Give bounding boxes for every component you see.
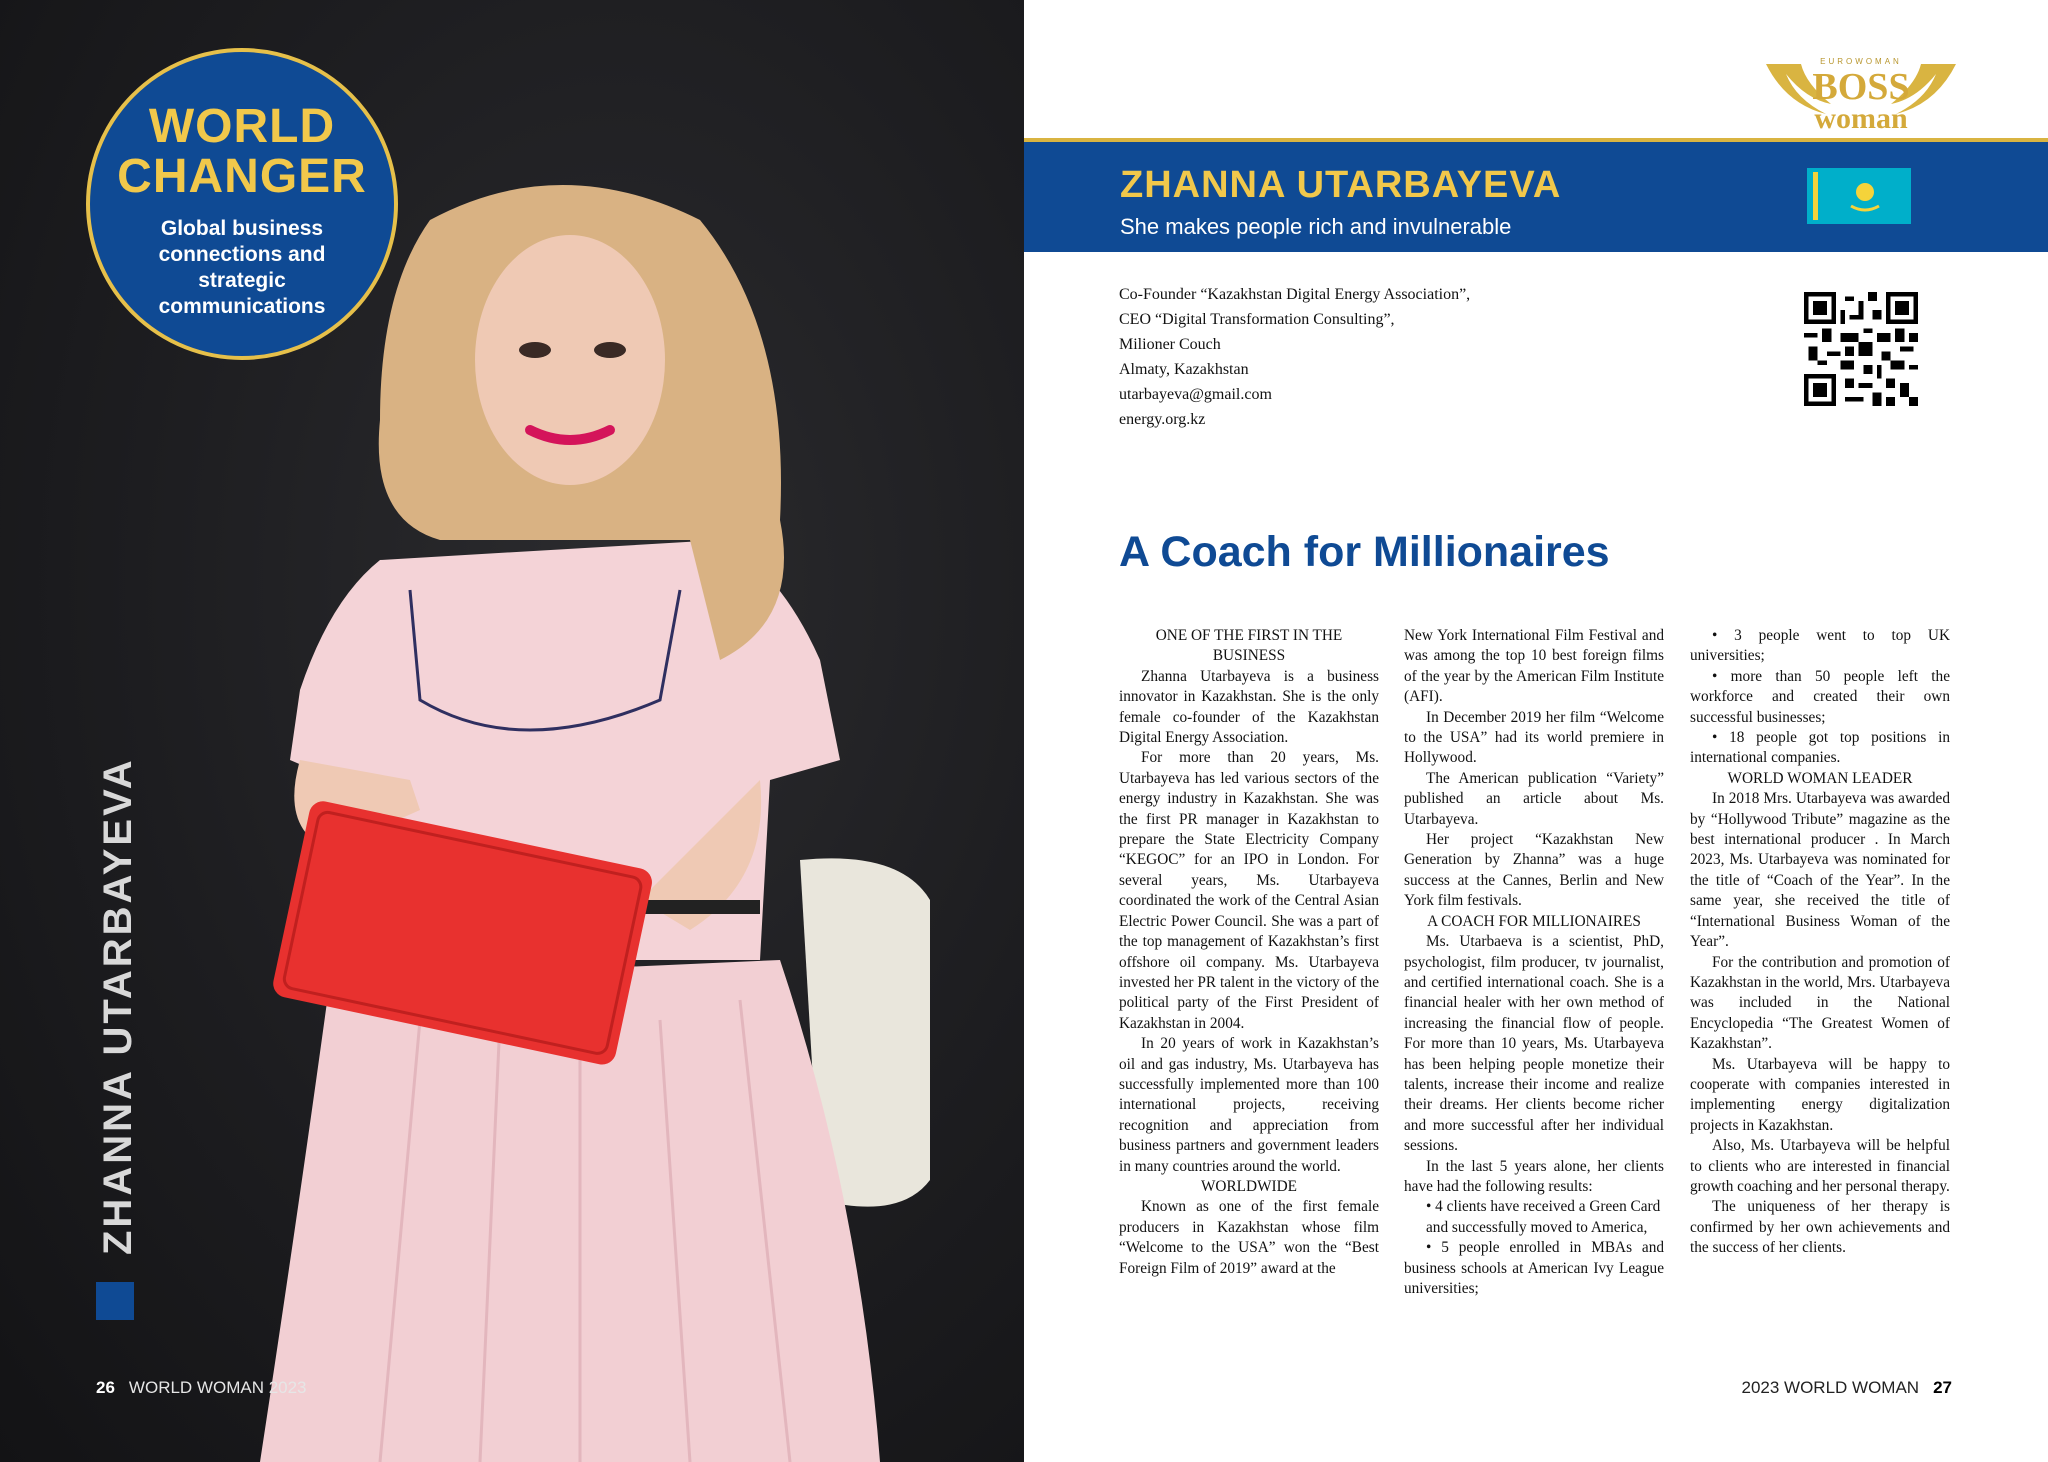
article-paragraph: • 3 people went to top UK universities; [1690,627,1950,665]
article-paragraph: For more than 20 years, Ms. Utarbayeva has led various sectors of the energy industry in Kazakhstan. She was the first PR manager in Kazakhstan to prepare the State Electricity Company “KEGOC” for an IPO in London. For several years, Ms. Utarbayeva coordinated the work of the Central Asian Electric Power Council. She was a part of the top management of Kazakhstan’s first offshore oil company. Ms. Utarbayeva invested her PR talent in the victory of the political party of the First President of Kazakhstan in 2004. [1119,749,1379,1032]
article-paragraph: and successfully moved to America, [1426,1218,1648,1236]
article-paragraph: • 18 people got top positions in international companies. [1690,729,1950,767]
folio-right [1741,1378,1952,1398]
badge-title-line1: WORLD [148,100,336,153]
world-changer-badge [86,48,398,360]
logo-word-woman: woman [1814,102,1908,134]
article-headline: A Coach for Millionaires [1119,528,1610,576]
badge-subtitle: Global business connections and strategic communications [158,217,326,318]
article-paragraph: In 20 years of work in Kazakhstan’s oil and gas industry, Ms. Utarbayeva has successfully implemented more than 100 international projects, receiving recognition and appreciation from business partners and government leaders in many countries around the world. [1119,1035,1379,1175]
contact-line: Co-Founder “Kazakhstan Digital Energy Association”, [1119,286,1471,303]
contact-line: CEO “Digital Transformation Consulting”, [1119,311,1395,328]
folio-left [96,1378,307,1398]
publication-left: WORLD WOMAN 2023 [128,1378,307,1397]
article-paragraph: In 2018 Mrs. Utarbayeva was awarded by “Hollywood Tribute” magazine as the best international producer . In March 2023, Ms. Utarbayeva was nominated for the title of “Coach of the Year”. In the same year, she received the title of “International Business Woman of the Year”. [1690,790,1950,951]
article-column-2 [1404,626,1664,1299]
kazakhstan-flag-icon [1807,168,1911,224]
subject-name: ZHANNA UTARBAYEVA [1120,164,1562,206]
section-heading: A COACH FOR MILLIONAIRES [1427,912,1641,930]
section-heading: WORLD WOMAN LEADER [1727,769,1913,787]
article-paragraph: The American publication “Variety” published an article about Ms. Utarbayeva. [1404,769,1664,828]
article-column-3 [1690,626,1950,1259]
article-paragraph: • 5 people enrolled in MBAs and business schools at American Ivy League universities; [1404,1239,1664,1297]
badge-title [90,102,394,202]
accent-square [96,1282,134,1320]
logo-word-boss: BOSS [1812,66,1910,108]
article-paragraph: Ms. Utarbaeva is a scientist, PhD, psychologist, film producer, tv journalist, and certified international coach. She is a financial healer with her own method of increasing the financial flow of people. For more than 10 years, Ms. Utarbayeva has been helping people monetize their talents, increase their income and realize their dreams. Her clients become richer and more successful after her individual sessions. [1404,933,1664,1155]
article-paragraph: Zhanna Utarbayeva is a business innovator in Kazakhstan. She is the only female co-founder of the Kazakhstan Digital Energy Association. [1119,667,1379,747]
section-heading: ONE OF THE FIRST IN THE BUSINESS [1155,627,1343,665]
contact-website[interactable]: energy.org.kz [1119,411,1206,428]
article-paragraph: Known as one of the first female producers in Kazakhstan whose film “Welcome to the USA” won the “Best Foreign Film of 2019” award at the [1119,1198,1379,1277]
article-paragraph: Ms. Utarbayeva will be happy to cooperate with companies interested in implementing energy digitalization projects in Kazakhstan. [1690,1055,1950,1134]
publication-right: 2023 WORLD WOMAN [1741,1378,1920,1397]
article-paragraph: In December 2019 her film “Welcome to the USA” had its world premiere in Hollywood. [1404,708,1664,767]
badge-title-line2: CHANGER [117,150,367,203]
article-paragraph: Her project “Kazakhstan New Generation by Zhanna” was a huge success at the Cannes, Berlin and New York film festivals. [1404,831,1664,910]
article-paragraph: • more than 50 people left the workforce and created their own successful businesses; [1690,667,1950,726]
article-paragraph: The uniqueness of her therapy is confirmed by her own achievements and the success of her clients. [1690,1198,1950,1257]
article-paragraph: In the last 5 years alone, her clients have had the following results: [1404,1157,1664,1195]
article-paragraph: • 4 clients have received a Green Card [1426,1198,1661,1216]
logo-top-text: EUROWOMAN [1820,57,1902,66]
qr-code-icon[interactable] [1804,292,1918,406]
subject-tagline: She makes people rich and invulnerable [1120,214,1512,239]
boss-woman-logo [1746,44,1976,134]
section-heading: WORLDWIDE [1200,1177,1297,1195]
article-paragraph: For the contribution and promotion of Kazakhstan in the world, Mrs. Utarbayeva was included in the National Encyclopedia “The Greatest Women of Kazakhstan”. [1690,953,1950,1053]
contact-line: Almaty, Kazakhstan [1119,361,1249,378]
vertical-name: ZHANNA UTARBAYEVA [96,757,140,1255]
page-number-right: 27 [1933,1378,1952,1397]
article-paragraph: Also, Ms. Utarbayeva will be helpful to clients who are interested in financial growth coaching and her personal therapy. [1690,1137,1950,1195]
contact-line: Milioner Couch [1119,336,1221,353]
article-column-1 [1119,626,1379,1279]
right-page [1024,0,2048,1462]
page-number-left: 26 [96,1378,115,1397]
article-paragraph: New York International Film Festival and was among the top 10 best foreign films of the year by the American Film Institute (AFI). [1404,627,1664,706]
name-banner [1024,142,2048,252]
contact-email[interactable]: utarbayeva@gmail.com [1119,386,1272,403]
contact-block [1119,282,1470,432]
